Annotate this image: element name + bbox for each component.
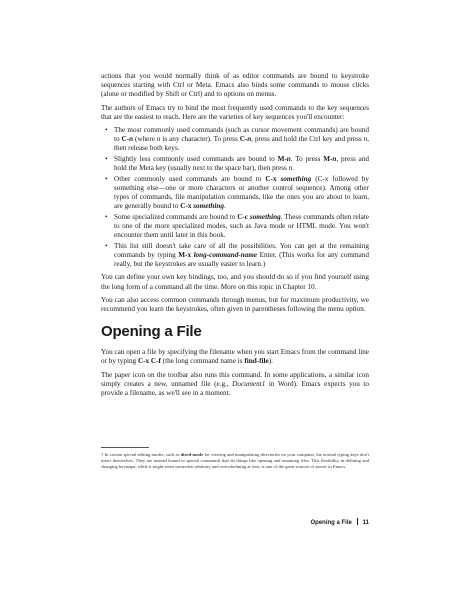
paragraph: You can define your own key bindings, too, and you should do so if you find yourself using the long form of a command all the time. More on this topic in Chapter 10. [101,273,369,291]
paragraph: You can also access common commands through menus, but for maximum productivity, we recommend you learn the keystrokes, often given in parentheses following the menu option. [101,296,369,314]
paragraph: The authors of Emacs try to bind the most frequently used commands to the key sequences that are the easiest to reach. Here are the varieties of key sequences you'll encounter: [101,103,369,121]
list-item: • The most commonly used commands (such as cursor movement commands) are bound to C-n (where n is any character). To press C-n, press and hold the Ctrl key and press n, then release both keys. [101,126,369,153]
key-sequence-list [101,126,369,269]
section-heading: Opening a File [101,323,202,341]
page-footer [311,518,369,526]
list-item: • This list still doesn't take care of all the possibilities. You can get at the remaining commands by typing M-x long-command-name Enter. (This works for any command really, but the keystrokes are usually easier to learn.) [101,242,369,269]
footnote-rule [101,447,149,448]
footnote: † In certain special editing modes, such as dired-mode for viewing and manipulating directories on your computer, the normal typing keys don't insert themselves. They are instead bound to special commands that do things like opening and renaming files. This flexibility in defining and changing keymaps, while it might seem somewhat arbitrary and overwhelming at first, is one of the great sources of power in Emacs. [101,452,370,469]
footer-divider [357,518,358,525]
list-item: • Slightly less commonly used commands are bound to M-n. To press M-n, press and hold the Meta key (usually next to the space bar), then press n. [101,155,369,173]
body-text [101,72,369,402]
page-number: 11 [362,520,369,526]
paragraph: You can open a file by specifying the filename when you start Emacs from the command line or by typing C-x C-f (the long command name is find-file). [101,348,369,366]
running-section-title: Opening a File [310,520,352,526]
paragraph: The paper icon on the toolbar also runs this command. In some applications, a similar icon simply creates a new, unnamed file (e.g., Document1 in Word). Emacs expects you to provide a filename, as we'll see in a moment. [101,370,369,397]
list-item: • Some specialized commands are bound to C-c something. These commands often relate to one of the more specialized modes, such as Java mode or HTML mode. You won't encounter them until later in this book. [101,213,369,240]
footnote-mark: † [101,452,104,457]
list-item: • Other commonly used commands are bound to C-x something (C-x followed by something else—one or more characters or another control sequence). Among other types of commands, file manipulation commands, like the ones you are about to learn, are generally bound to C-x something. [101,175,369,211]
paragraph: actions that you would normally think of as editor commands are bound to keystroke sequences starting with Ctrl or Meta. Emacs also binds some commands to mouse clicks (alone or modified by Shift or Ctrl) and to options on menus. [101,72,369,99]
